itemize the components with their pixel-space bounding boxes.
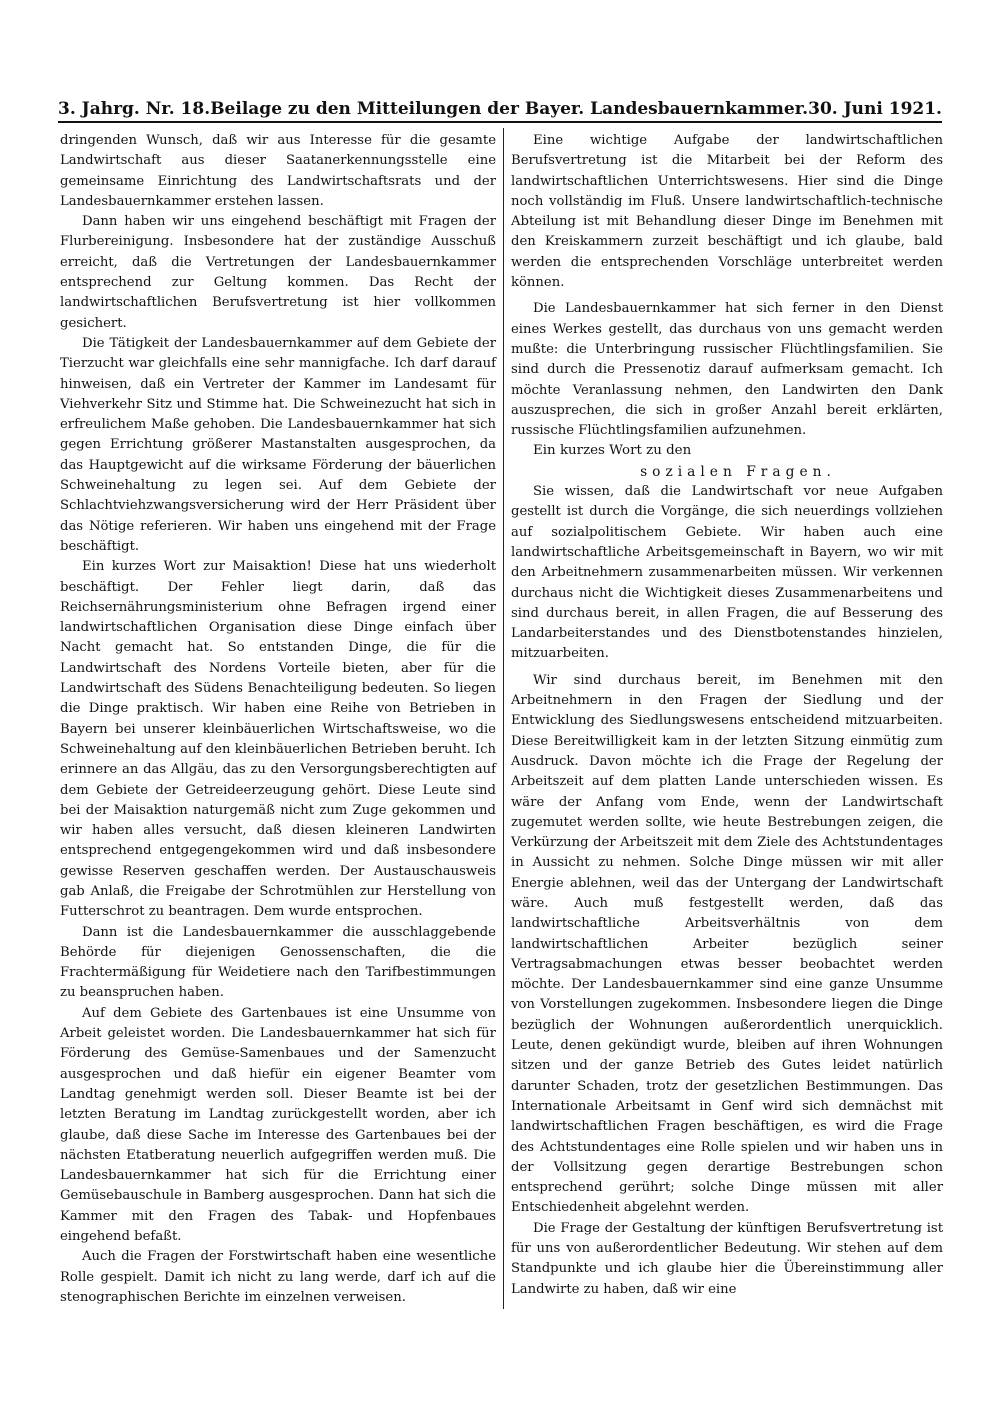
running-head	[58, 93, 942, 119]
paragraph: Dann ist die Landesbauernkammer die ausschlaggebende Behörde für diejenigen Genossenschaften, die die Frachtermäßigung für Weidetiere nach den Tarifbestimmungen zu beanspruchen haben.	[60, 924, 496, 1001]
paragraph: dringenden Wunsch, daß wir aus Interesse für die gesamte Landwirtschaft aus dieser Saatanerkennungsstelle eine gemeinsame Einrichtung des Landwirtschaftsrats und der Landesbauernkammer erstehen lassen.	[60, 133, 496, 209]
paragraph: Die Frage der Gestaltung der künftigen Berufsvertretung ist für uns von außerordentlicher Bedeutung. Wir stehen auf dem Standpunkte und ich glaube hier die Übereinstimmung aller Landwirte zu haben, daß wir eine	[511, 1220, 943, 1297]
paragraph: Wir sind durchaus bereit, im Benehmen mit den Arbeitnehmern in den Fragen der Siedlung und der Entwicklung des Siedlungswesens entscheidend mitzuarbeiten. Diese Bereitwilligkeit kam in der letzten Sitzung einmütig zum Ausdruck. Davon möchte ich die Frage der Regelung der Arbeitszeit auf dem platten Lande unterschieden wissen. Es wäre der Anfang vom Ende, wenn der Landwirtschaft zugemutet werden sollte, wie heute Bestrebungen zeigen, die Verkürzung der Arbeitszeit mit dem Ziele des Achtstundentages in Aussicht zu nehmen. Solche Dinge müssen wir mit aller Energie ablehnen, weil das der Untergang der Landwirtschaft wäre. Auch muß festgestellt werden, daß das landwirtschaftliche Arbeitsverhältnis von dem landwirtschaftlichen Arbeiter bezüglich seiner Vertragsabmachungen etwas besser beobachtet werden möchte. Der Landesbauernkammer sind eine ganze Unsumme von Vorstellungen zugekommen. Insbesondere liegen die Dinge bezüglich der Wohnungen außerordentlich unerquicklich. Leute, denen gekündigt wurde, bleiben auf ihren Wohnungen sitzen und der ganze Betrieb des Gutes leidet natürlich darunter Schaden, trotz der gesetzlichen Bestimmungen. Das Internationale Arbeitsamt in Genf wird sich demnächst mit landwirtschaftlichen Fragen beschäftigen, es wird die Frage des Achtstundentages eine Rolle spielen und wir haben uns in der Vollsitzung gegen derartige Bestrebungen schon entsprechend gerührt; solche Dinge müssen mit aller Entschiedenheit abgelehnt werden.	[511, 672, 943, 1216]
paragraph: Auch die Fragen der Forstwirtschaft haben eine wesentliche Rolle gespielt. Damit ich nicht zu lang werde, darf ich auf die stenographischen Berichte im einzelnen verweisen.	[60, 1249, 496, 1305]
paragraph: Sie wissen, daß die Landwirtschaft vor neue Aufgaben gestellt ist durch die Vorgänge, die sich neuerdings vollziehen auf sozialpolitischem Gebiete. Wir haben auch eine landwirtschaftliche Arbeitsgemeinschaft in Bayern, wo wir mit den Arbeitnehmern zusammenarbeiten müssen. Wir verkennen durchaus nicht die Wichtigkeit dieses Zusammenarbeitens und sind durchaus bereit, in allen Fragen, die auf Besserung des Landarbeiterstandes und des Dienstbotenstandes hinzielen, mitzuarbeiten.	[511, 484, 943, 662]
paragraph: Ein kurzes Wort zur Maisaktion! Diese hat uns wiederholt beschäftigt. Der Fehler liegt darin, daß das Reichsernährungsministerium ohne Befragen irgend einer landwirtschaftlichen Organisation diese Dinge einfach über Nacht gemacht hat. So entstanden Dinge, die für die Landwirtschaft des Nordens Vorteile bieten, aber für die Landwirtschaft des Südens Benachteiligung bedeuten. So liegen die Dinge praktisch. Wir haben eine Reihe von Betrieben in Bayern bei unserer kleinbäuerlichen Wirtschaftsweise, wo die Schweinehaltung auf den kleinbäuerlichen Betrieben beruht. Ich erinnere an das Allgäu, das zu den Versorgungsberechtigten auf dem Gebiete der Getreideerzeugung gehört. Diese Leute sind bei der Maisaktion naturgemäß nicht zum Zuge gekommen und wir haben alles versucht, daß diesen kleineren Landwirten entsprechend entgegengekommen wird und daß insbesondere gewisse Reserven geschaffen werden. Der Austauschausweis gab Anlaß, die Freigabe der Schrotmühlen zur Herstellung von Futterschrot zu beantragen. Dem wurde entsprochen.	[60, 559, 496, 920]
issue-number: 3. Jahrg. Nr. 18.	[58, 99, 211, 119]
left-column	[60, 131, 496, 1308]
section-intro: Ein kurzes Wort zu den	[533, 443, 692, 459]
column-divider	[503, 128, 504, 1309]
issue-date: 30. Juni 1921.	[808, 99, 942, 119]
header-rule	[58, 121, 942, 123]
paragraph: Auf dem Gebiete des Gartenbaues ist eine Unsumme von Arbeit geleistet worden. Die Landesbauernkammer hat sich für Förderung des Gemüse-Samenbaues und der Samenzucht ausgesprochen und daß hiefür ein eigener Beamter vom Landtag genehmigt werden soll. Dieser Beamte ist bei der letzten Beratung im Landtag zurückgestellt worden, aber ich glaube, daß diese Sache im Interesse des Gartenbaues bei der nächsten Etatberatung neuerlich aufgegriffen werden muß. Die Landesbauernkammer hat sich für die Errichtung einer Gemüsebauschule in Bamberg ausgesprochen. Dann hat sich die Kammer mit den Fragen des Tabak- und Hopfenbaues eingehend befaßt.	[60, 1005, 496, 1245]
publication-title: Beilage zu den Mitteilungen der Bayer. Landesbauernkammer.	[210, 99, 809, 119]
paragraph: Eine wichtige Aufgabe der landwirtschaftlichen Berufsvertretung ist die Mitarbeit bei der Reform des landwirtschaftlichen Unterrichtswesens. Hier sind die Dinge noch vollständig im Fluß. Unsere landwirtschaftlich-technische Abteilung ist mit Behandlung dieser Dinge im Benehmen mit den Kreiskammern zurzeit beschäftigt und ich glaube, bald werden die entsprechenden Vorschläge unterbreitet werden können.	[511, 133, 943, 291]
paragraph: Die Landesbauernkammer hat sich ferner in den Dienst eines Werkes gestellt, das durchaus von uns gemacht werden mußte: die Unterbringung russischer Flüchtlingsfamilien. Sie sind durch die Pressenotiz darauf aufmerksam gemacht. Ich möchte Veranlassung nehmen, den Landwirten den Dank auszusprechen, die sich in großer Anzahl bereit erklärten, russische Flüchtlingsfamilien aufzunehmen.	[511, 301, 943, 439]
paragraph: Dann haben wir uns eingehend beschäftigt mit Fragen der Flurbereinigung. Insbesondere hat der zuständige Ausschuß erreicht, daß die Vertretungen der Landesbauernkammer entsprechend zur Geltung kommen. Das Recht der landwirtschaftlichen Berufsvertretung ist hier vollkommen gesichert.	[60, 214, 496, 331]
paragraph: Die Tätigkeit der Landesbauernkammer auf dem Gebiete der Tierzucht war gleichfalls eine sehr mannigfache. Ich darf darauf hinweisen, daß ein Vertreter der Kammer im Landesamt für Viehverkehr Sitz und Stimme hat. Die Schweinezucht hat sich in erfreulichem Maße gehoben. Die Landesbauernkammer hat sich gegen Errichtung größerer Mastanstalten ausgesprochen, da das Hauptgewicht auf die wirksame Förderung der bäuerlichen Schweinehaltung zu legen sei. Auf dem Gebiete der Schlachtviehzwangsversicherung wird der Herr Präsident über das Nötige referieren. Wir haben uns eingehend mit der Frage beschäftigt.	[60, 335, 496, 554]
section-heading: sozialen Fragen.	[640, 463, 836, 480]
right-column	[511, 131, 943, 1300]
